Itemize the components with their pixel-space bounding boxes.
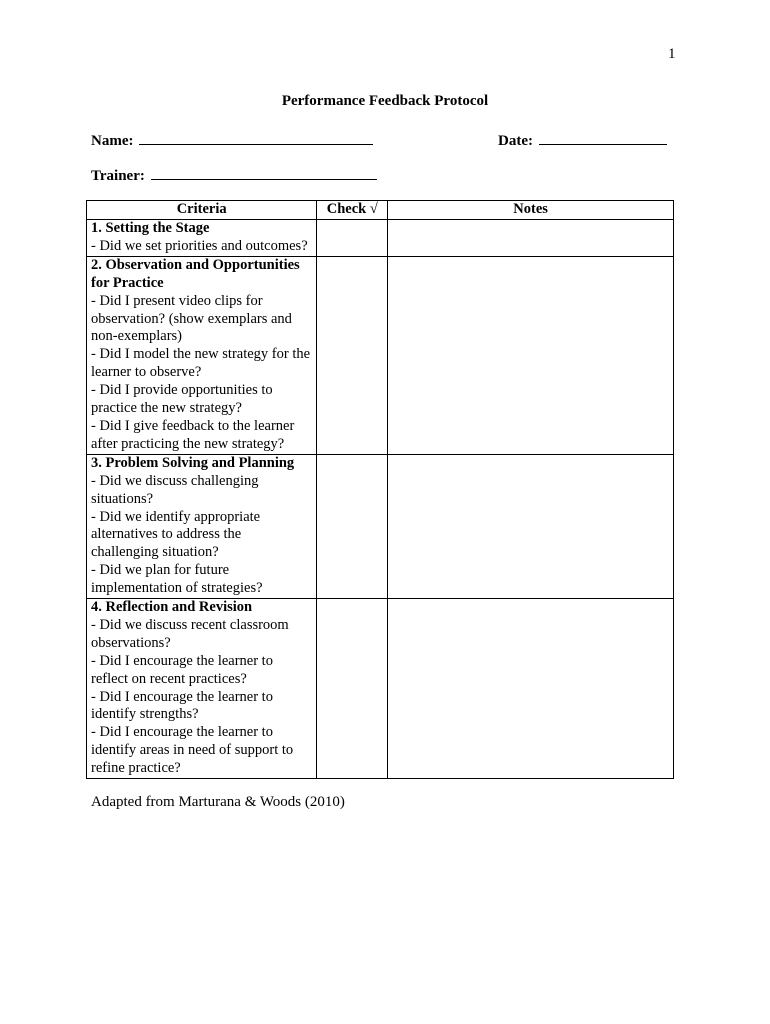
notes-cell[interactable] xyxy=(388,256,674,454)
criteria-item: - Did we discuss recent classroom observations? xyxy=(91,616,289,651)
criteria-item: - Did I give feedback to the learner after practicing the new strategy? xyxy=(91,417,295,452)
criteria-item: - Did I model the new strategy for the learner to observe? xyxy=(91,346,311,381)
check-cell[interactable] xyxy=(317,454,388,598)
page-number: 1 xyxy=(668,46,676,62)
criteria-header: Criteria xyxy=(87,201,317,220)
table-row xyxy=(87,454,674,598)
notes-cell[interactable] xyxy=(388,220,674,257)
table-row xyxy=(87,599,674,779)
check-cell[interactable] xyxy=(317,599,388,779)
criteria-cell xyxy=(87,454,317,598)
criteria-cell xyxy=(87,220,317,257)
criteria-item: - Did we discuss challenging situations? xyxy=(91,472,259,507)
feedback-table xyxy=(86,200,674,779)
criteria-item: - Did we plan for future implementation of strategies? xyxy=(91,562,263,597)
date-blank-line[interactable] xyxy=(539,130,667,145)
table-row xyxy=(87,256,674,454)
table-row xyxy=(87,220,674,257)
criteria-item: - Did I provide opportunities to practice the new strategy? xyxy=(91,382,273,417)
notes-cell[interactable] xyxy=(388,599,674,779)
table-header-row xyxy=(87,201,674,220)
name-blank-line[interactable] xyxy=(139,130,373,145)
section-title: 2. Observation and Opportunities for Practice xyxy=(91,256,300,291)
trainer-label: Trainer: xyxy=(91,168,145,184)
page-title: Performance Feedback Protocol xyxy=(281,93,489,109)
trainer-field[interactable] xyxy=(91,165,377,185)
criteria-item: - Did I encourage the learner to identify strengths? xyxy=(91,688,273,723)
section-title: 1. Setting the Stage xyxy=(91,220,210,236)
check-cell[interactable] xyxy=(317,220,388,257)
name-field[interactable] xyxy=(91,130,373,150)
criteria-cell xyxy=(87,256,317,454)
criteria-item: - Did I encourage the learner to reflect on recent practices? xyxy=(91,652,273,687)
section-title: 4. Reflection and Revision xyxy=(91,599,253,616)
source-citation: Adapted from Marturana & Woods (2010) xyxy=(91,794,345,810)
section-title: 3. Problem Solving and Planning xyxy=(91,454,295,471)
date-label: Date: xyxy=(498,133,533,149)
check-header: Check √ xyxy=(317,201,388,220)
criteria-item: - Did we set priorities and outcomes? xyxy=(91,237,308,254)
name-label: Name: xyxy=(91,133,134,149)
check-cell[interactable] xyxy=(317,256,388,454)
criteria-cell xyxy=(87,599,317,779)
trainer-blank-line[interactable] xyxy=(151,165,377,180)
notes-cell[interactable] xyxy=(388,454,674,598)
criteria-item: - Did we identify appropriate alternatives to address the challenging situation? xyxy=(91,508,261,561)
date-field[interactable] xyxy=(498,130,667,150)
notes-header: Notes xyxy=(388,201,674,220)
criteria-item: - Did I present video clips for observation? (show exemplars and non-exemplars) xyxy=(91,292,292,345)
criteria-item: - Did I encourage the learner to identify areas in need of support to refine practice? xyxy=(91,724,294,777)
